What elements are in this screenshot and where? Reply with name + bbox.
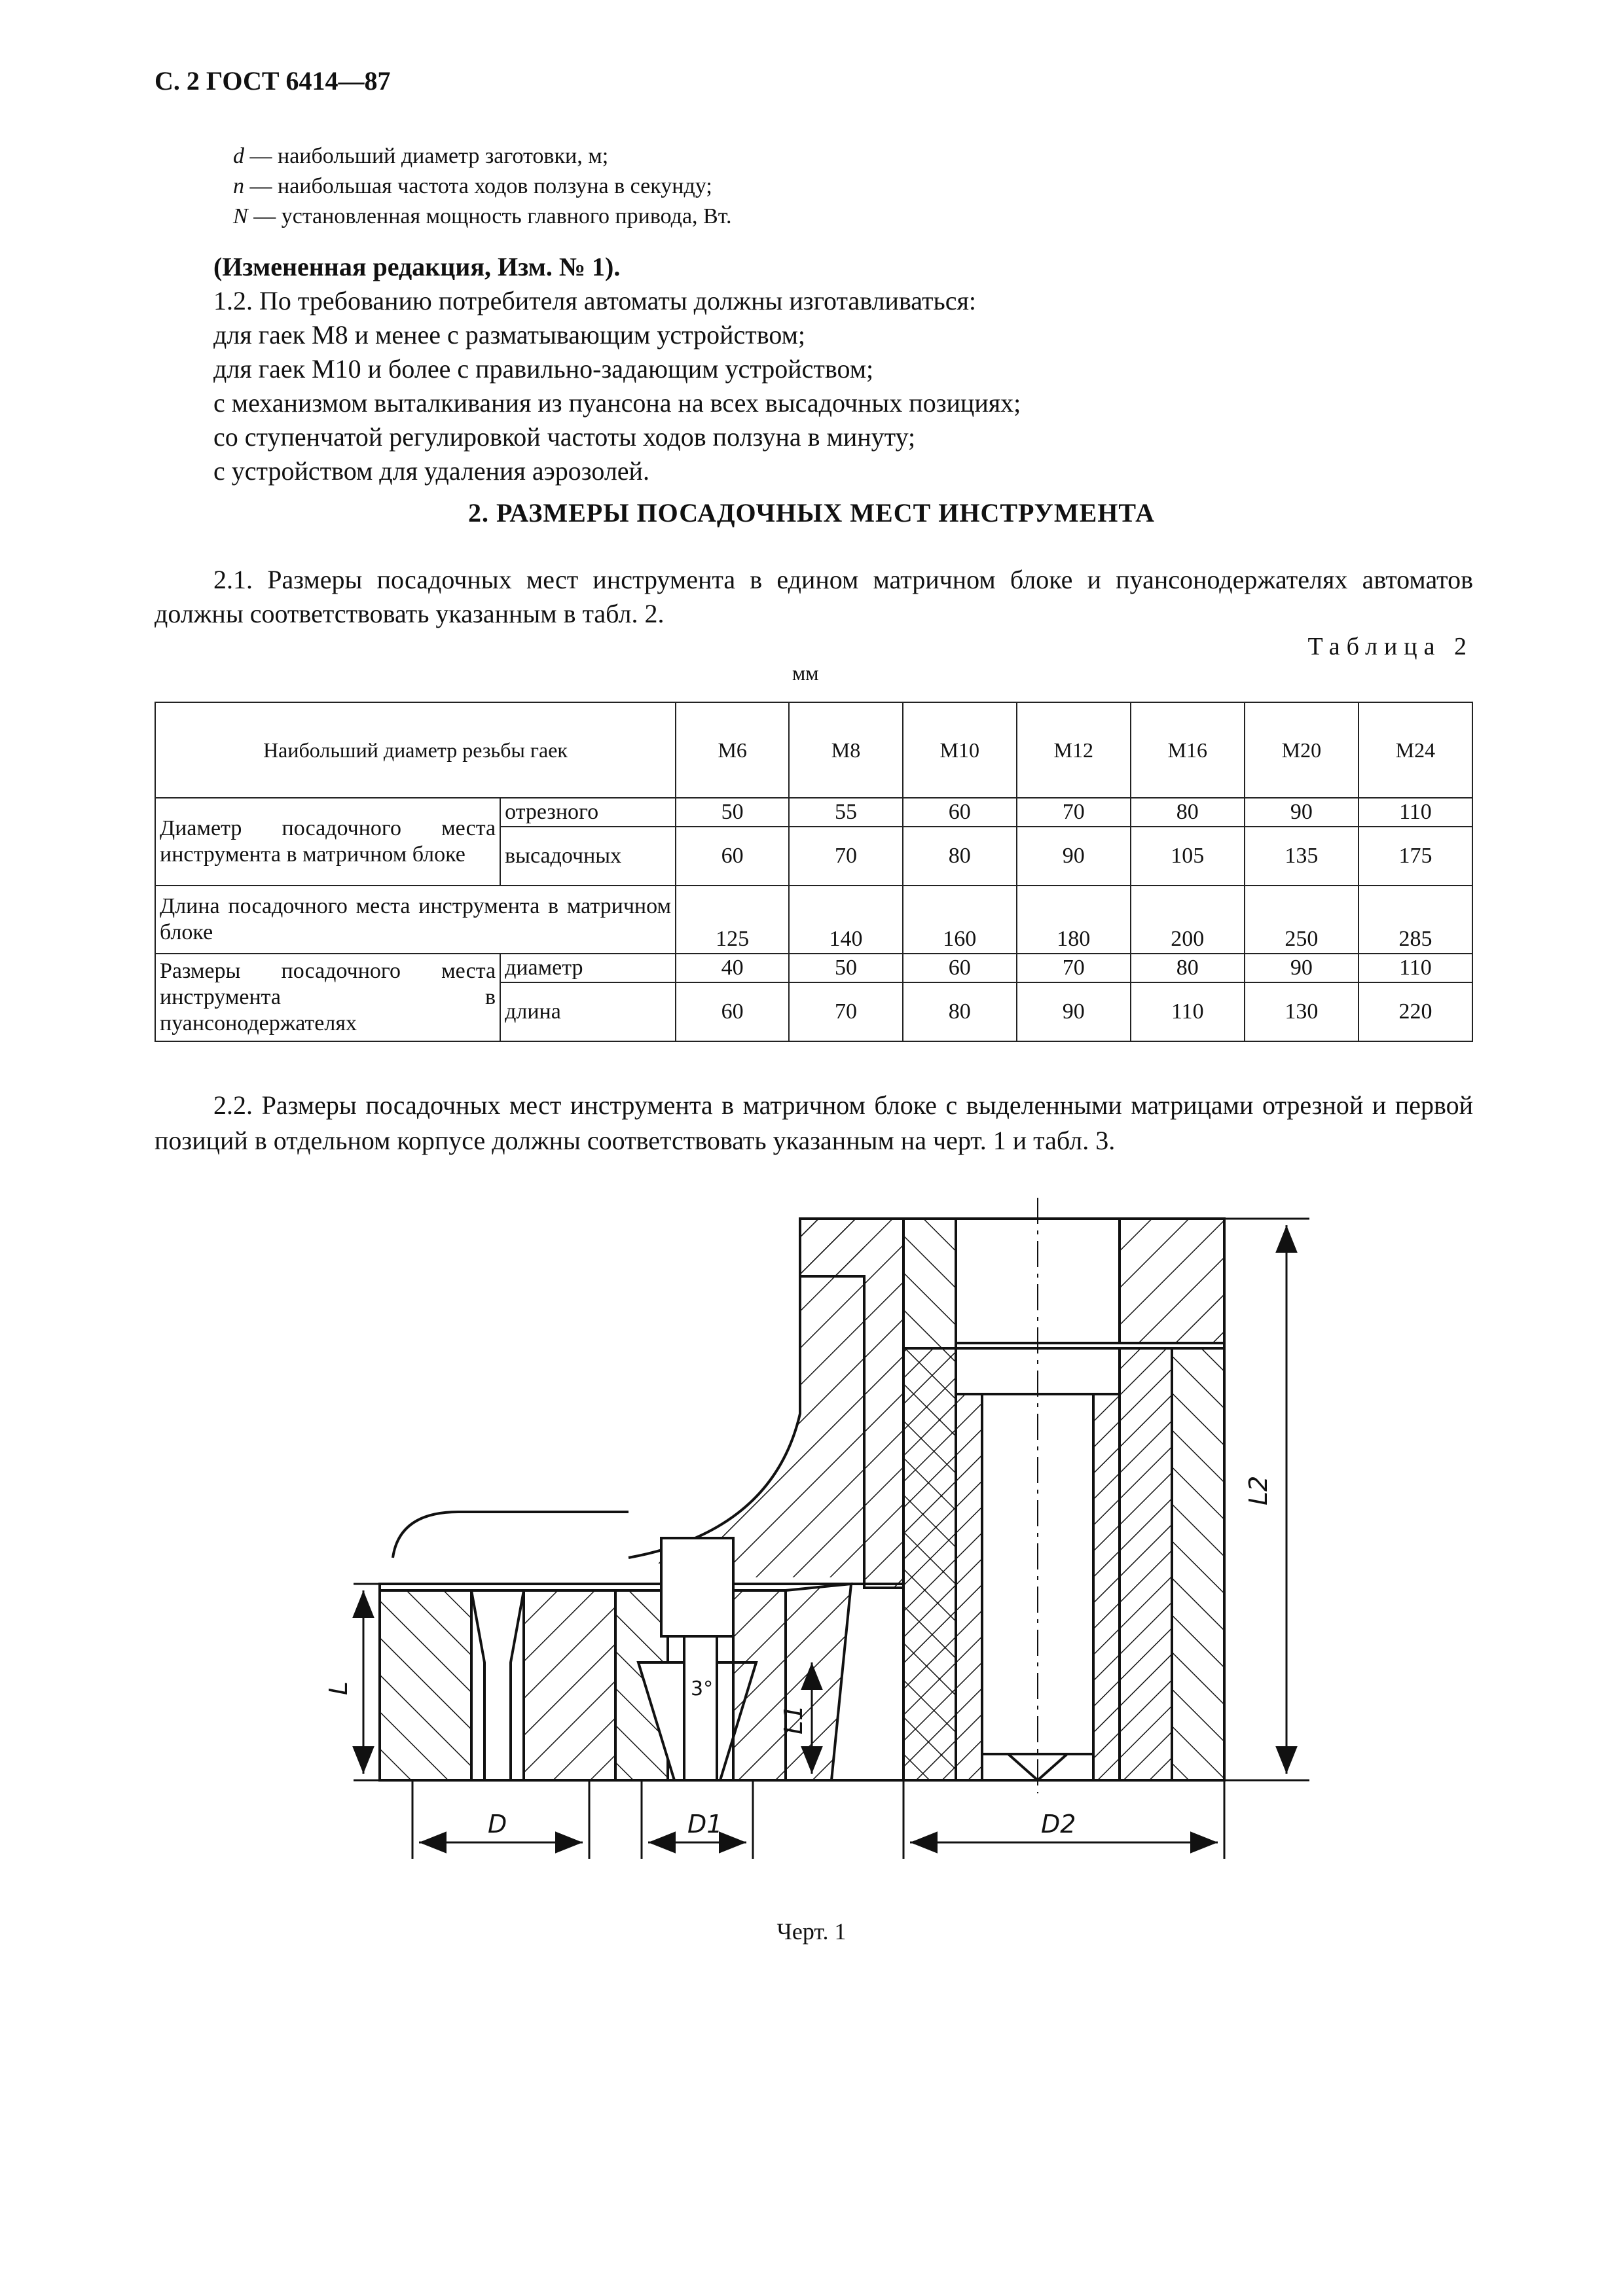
label-D1: D1: [687, 1810, 723, 1839]
right-upper-bore: [956, 1219, 1120, 1343]
table-cell: 70: [789, 827, 902, 886]
table-header-label: Наибольший диаметр резьбы гаек: [155, 702, 676, 798]
table-cell: 105: [1131, 827, 1245, 886]
table-cell: 90: [1245, 954, 1359, 982]
row-sublabel: диаметр: [500, 954, 676, 982]
label-D2: D2: [1041, 1810, 1076, 1839]
table-cell: 160: [903, 886, 1017, 954]
label-angle: 3°: [691, 1677, 714, 1700]
table-cell: 250: [1245, 886, 1359, 954]
clause-line: 1.2. По требованию потребителя автоматы должны изготавливаться:: [213, 286, 976, 315]
right-insert-right: [1120, 1348, 1172, 1780]
table-cell: 285: [1359, 886, 1472, 954]
table-cell: 200: [1131, 886, 1245, 954]
page-header: С. 2 ГОСТ 6414—87: [155, 66, 391, 96]
table-cell: 90: [1017, 827, 1131, 886]
table-cell: 70: [1017, 954, 1131, 982]
table-cell: 130: [1245, 982, 1359, 1041]
clause-line: с механизмом выталкивания из пуансона на всех высадочных позициях;: [213, 388, 1021, 418]
table-cell: 80: [1131, 798, 1245, 827]
table-cell: 110: [1359, 798, 1472, 827]
table-cell: 60: [903, 954, 1017, 982]
column-header: М10: [903, 702, 1017, 798]
table-cell: 70: [789, 982, 902, 1041]
table-cell: 90: [1245, 798, 1359, 827]
left-die-wall-2: [524, 1590, 615, 1780]
table-cell: 80: [1131, 954, 1245, 982]
center-die-wall-2: [733, 1590, 786, 1780]
wedge-insert: [786, 1584, 851, 1780]
center-punch-pin: [684, 1636, 717, 1780]
housing-curve: [629, 1219, 864, 1577]
column-header: М24: [1359, 702, 1472, 798]
clause-line: с устройством для удаления аэрозолей.: [213, 456, 649, 486]
left-die-bore: [471, 1590, 524, 1780]
drawing-body: [380, 1198, 1224, 1793]
row-group-label: Диаметр посадочного места инструмента в матричном блоке: [155, 798, 500, 886]
edition-note: (Измененная редакция, Изм. № 1).: [213, 252, 621, 281]
table-cell: 55: [789, 798, 902, 827]
table-cell: 60: [676, 827, 789, 886]
label-D: D: [488, 1810, 507, 1839]
row-sublabel: длина: [500, 982, 676, 1041]
table-cell: 175: [1359, 827, 1472, 886]
left-die-wall: [380, 1590, 471, 1780]
table-cell: 60: [676, 982, 789, 1041]
table-cell: 125: [676, 886, 789, 954]
label-L2: L2: [1244, 1475, 1273, 1505]
clause-line: для гаек М10 и более с правильно-задающим устройством;: [213, 354, 874, 384]
table-cell: 180: [1017, 886, 1131, 954]
table-cell: 110: [1131, 982, 1245, 1041]
row-sublabel: высадочных: [500, 827, 676, 886]
right-insert-left: [903, 1348, 956, 1780]
column-header: М12: [1017, 702, 1131, 798]
right-sleeve-outer: [1172, 1348, 1224, 1780]
clause-line: для гаек М8 и менее с разматывающим устройством;: [213, 320, 806, 350]
block-top-left: [393, 1512, 629, 1558]
table-cell: 60: [903, 798, 1017, 827]
column-header: М8: [789, 702, 902, 798]
figure-caption: Черт. 1: [776, 1918, 847, 1945]
clause-2-2: 2.2. Размеры посадочных мест инструмента в матричном блоке с выделенными матрицами отрезной и первой позиций в отдельном корпусе должны соответствовать указанным на черт. 1 и табл. 3.: [155, 1090, 1473, 1155]
table-cell: 140: [789, 886, 902, 954]
table-cell: 70: [1017, 798, 1131, 827]
table-caption: Таблица 2: [1307, 633, 1473, 660]
table-cell: 40: [676, 954, 789, 982]
row-label: Длина посадочного места инструмента в матричном блоке: [155, 886, 676, 954]
column-header: М20: [1245, 702, 1359, 798]
clause-line: со ступенчатой регулировкой частоты ходов ползуна в минуту;: [213, 422, 916, 452]
table-cell: 110: [1359, 954, 1472, 982]
column-header: М6: [676, 702, 789, 798]
table-cell: 80: [903, 982, 1017, 1041]
table-cell: 80: [903, 827, 1017, 886]
row-sublabel: отрезного: [500, 798, 676, 827]
table-cell: 135: [1245, 827, 1359, 886]
table-cell: 220: [1359, 982, 1472, 1041]
row-group-label: Размеры посадочного места инструмента в пуансонодержателях: [155, 954, 500, 1041]
label-L1: L1: [779, 1704, 808, 1734]
table-units: мм: [792, 661, 819, 685]
definition-item: d — наибольший диаметр заготовки, м;: [233, 144, 609, 168]
center-punch-head: [661, 1538, 733, 1636]
column-header: М16: [1131, 702, 1245, 798]
section-title: 2. РАЗМЕРЫ ПОСАДОЧНЫХ МЕСТ ИНСТРУМЕНТА: [468, 498, 1155, 528]
definition-item: N — установленная мощность главного привода, Вт.: [233, 204, 732, 228]
right-insert-mid-left: [956, 1394, 982, 1780]
definition-item: n — наибольшая частота ходов ползуна в секунду;: [233, 174, 712, 198]
table-cell: 50: [676, 798, 789, 827]
label-L: L: [324, 1681, 353, 1695]
table-cell: 50: [789, 954, 902, 982]
right-sleeve-right: [1120, 1219, 1224, 1343]
table-cell: 90: [1017, 982, 1131, 1041]
right-insert-mid-right: [1093, 1394, 1120, 1780]
clause-2-1: 2.1. Размеры посадочных мест инструмента в едином матричном блоке и пуансонодержателях автоматов должны соответствовать указанным в табл. 2.: [155, 565, 1473, 628]
